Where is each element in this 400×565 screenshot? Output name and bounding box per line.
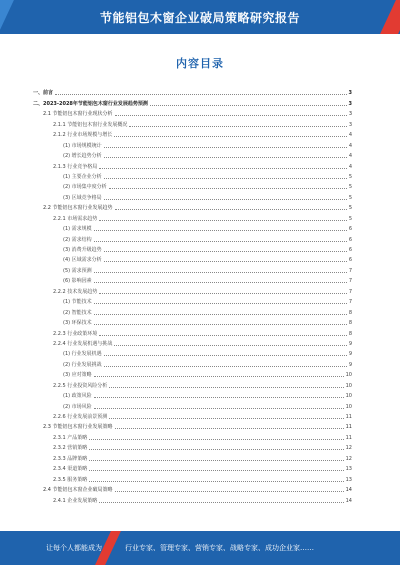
- toc-entry-label: (3) 消费升级趋势: [63, 247, 102, 253]
- toc-leader-dots: [114, 345, 346, 346]
- toc-entry-page: 10: [345, 393, 352, 400]
- toc-entry[interactable]: [33, 399, 352, 409]
- toc-entry-page: 3: [348, 121, 352, 128]
- toc-entry-page: 4: [348, 163, 352, 170]
- toc-entry[interactable]: [33, 462, 352, 472]
- toc-entry-page: 13: [345, 476, 352, 483]
- toc-leader-dots: [55, 94, 347, 95]
- toc-leader-dots: [94, 376, 344, 377]
- toc-entry-page: 6: [348, 257, 352, 264]
- toc-entry-page: 7: [348, 267, 352, 274]
- toc-entry-label: (4) 区域需求分析: [63, 257, 102, 264]
- toc-entry-label: (5) 需求预测: [63, 267, 92, 274]
- toc-entry[interactable]: [33, 295, 352, 305]
- toc-entry-page: 14: [345, 497, 352, 504]
- toc-entry[interactable]: [33, 190, 352, 200]
- toc-entry-page: 3: [348, 111, 352, 118]
- toc-entry-page: 3: [348, 100, 352, 107]
- toc-entry[interactable]: [33, 96, 352, 106]
- toc-entry-page: 7: [348, 299, 352, 306]
- toc-leader-dots: [104, 366, 347, 367]
- toc-leader-dots: [89, 449, 343, 450]
- toc-entry-page: 10: [345, 382, 352, 389]
- toc-entry[interactable]: [33, 368, 352, 378]
- toc-leader-dots: [99, 502, 343, 503]
- toc-entry[interactable]: [33, 263, 352, 273]
- toc-entry-label: 2.2.3 行业政策环境: [53, 330, 98, 337]
- toc-entry[interactable]: [33, 149, 352, 159]
- toc-entry-label: (3) 环保技术: [63, 320, 92, 327]
- toc-leader-dots: [115, 491, 344, 492]
- page-header: [0, 0, 400, 34]
- toc-entry[interactable]: [33, 201, 352, 211]
- toc-entry[interactable]: [33, 86, 352, 96]
- toc-entry-label: (6) 影响因素: [63, 278, 92, 285]
- toc-leader-dots: [94, 397, 344, 398]
- toc-entry-label: 一、前言: [33, 90, 54, 97]
- toc-leader-dots: [89, 470, 343, 471]
- toc-entry-page: 9: [348, 340, 352, 347]
- toc-entry-label: 2.4.1 企业发展策略: [53, 497, 98, 504]
- toc-entry[interactable]: [33, 347, 352, 357]
- toc-entry-label: (1) 主要企业分析: [63, 173, 102, 180]
- toc-entry-page: 12: [345, 455, 352, 462]
- toc-entry[interactable]: [33, 107, 352, 117]
- page-footer: [0, 531, 400, 565]
- toc-entry-label: 2.2.2 技术发展趋势: [53, 288, 98, 295]
- toc-entry-page: 9: [348, 351, 352, 358]
- toc-entry[interactable]: [33, 305, 352, 315]
- toc-entry[interactable]: [33, 211, 352, 221]
- toc-entry[interactable]: [33, 410, 352, 420]
- toc-entry-page: 5: [348, 173, 352, 180]
- toc-leader-dots: [99, 293, 347, 294]
- toc-leader-dots: [94, 272, 347, 273]
- toc-entry-page: 14: [345, 487, 352, 494]
- toc-entry-label: 2.3.2 营销策略: [53, 445, 88, 452]
- toc-entry-label: 2.3.4 渠道策略: [53, 466, 88, 473]
- toc-entry-label: 二、2023-2028年节能铝包木窗行业发展趋势预测: [33, 100, 148, 107]
- toc-leader-dots: [114, 136, 346, 137]
- toc-leader-dots: [94, 314, 347, 315]
- toc-leader-dots: [94, 241, 347, 242]
- toc-entry-label: (2) 市场集中度分析: [63, 184, 107, 191]
- toc-entry-page: 6: [348, 226, 352, 233]
- toc-entry[interactable]: [33, 451, 352, 461]
- toc-entry-label: (1) 政策风险: [63, 393, 92, 400]
- toc-leader-dots: [94, 303, 347, 304]
- toc-leader-dots: [94, 230, 347, 231]
- report-title: 节能铝包木窗企业破局策略研究报告: [99, 11, 300, 25]
- toc-leader-dots: [150, 105, 347, 106]
- toc-leader-dots: [89, 439, 343, 440]
- toc-entry-label: (2) 需求结构: [63, 236, 92, 243]
- toc-entry-label: 2.2.5 行业投资风险分析: [53, 382, 108, 389]
- toc-entry[interactable]: [33, 326, 352, 336]
- toc-entry[interactable]: [33, 180, 352, 190]
- toc-leader-dots: [99, 220, 347, 221]
- toc-entry-label: (2) 行业发展挑战: [63, 361, 102, 368]
- toc-entry-label: 2.4 节能铝包木窗企业破局策略: [43, 487, 113, 494]
- toc-leader-dots: [115, 428, 344, 429]
- toc-entry-page: 4: [348, 153, 352, 160]
- toc-entry-page: 11: [345, 424, 352, 431]
- toc-entry-label: 2.2.4 行业发展机遇与挑战: [53, 340, 113, 347]
- toc-leader-dots: [94, 324, 347, 325]
- toc-leader-dots: [104, 355, 347, 356]
- toc-entry-page: 10: [345, 372, 352, 379]
- toc-entry-label: (2) 增长趋势分析: [63, 153, 102, 160]
- footer-slogan-right: 行业专家、管理专家、营销专家、战略专家、成功企业家……: [125, 544, 314, 552]
- toc-entry-label: 2.3.3 品牌策略: [53, 455, 88, 462]
- toc-entry-page: 6: [348, 247, 352, 253]
- toc-entry-page: 12: [345, 445, 352, 452]
- toc-entry-label: 2.3.5 服务策略: [53, 476, 88, 483]
- toc-entry[interactable]: [33, 128, 352, 138]
- toc-entry[interactable]: [33, 441, 352, 451]
- toc-entry-page: 5: [348, 184, 352, 191]
- toc-entry-page: 5: [348, 215, 352, 222]
- toc-entry[interactable]: [33, 253, 352, 263]
- toc-entry-label: (3) 应对策略: [63, 372, 92, 379]
- toc-entry[interactable]: [33, 483, 352, 493]
- toc-entry-page: 13: [345, 466, 352, 473]
- toc-leader-dots: [115, 115, 347, 116]
- toc-entry[interactable]: [33, 357, 352, 367]
- toc-leader-dots: [94, 282, 347, 283]
- toc-leader-dots: [104, 147, 347, 148]
- toc-entry[interactable]: [33, 316, 352, 326]
- toc-leader-dots: [104, 157, 347, 158]
- toc-entry-label: 2.2.1 市场需求趋势: [53, 215, 98, 222]
- toc-entry-page: 11: [345, 414, 352, 420]
- toc-leader-dots: [89, 460, 343, 461]
- toc-entry[interactable]: [33, 138, 352, 148]
- toc-entry-page: 8: [348, 330, 352, 337]
- toc-leader-dots: [104, 261, 347, 262]
- toc-entry[interactable]: [33, 243, 352, 253]
- toc-leader-dots: [94, 408, 344, 409]
- toc-leader-dots: [129, 126, 346, 127]
- toc-entry-label: 2.1.2 行业市场规模与增长: [53, 132, 113, 139]
- toc-entry[interactable]: [33, 472, 352, 482]
- toc-entry-label: (2) 市场风险: [63, 403, 92, 410]
- footer-slogan-left: 让每个人都能成为: [46, 544, 102, 552]
- toc-entry-label: (2) 智能技术: [63, 309, 92, 316]
- toc-entry-page: 5: [348, 194, 352, 201]
- table-of-contents: [33, 86, 352, 504]
- toc-entry[interactable]: [33, 493, 352, 503]
- toc-entry-page: 8: [348, 320, 352, 327]
- toc-entry-page: 11: [345, 434, 352, 441]
- toc-title: 内容目录: [176, 57, 224, 70]
- toc-entry-label: 2.2 节能铝包木窗行业发展趋势: [43, 205, 113, 212]
- toc-entry-page: 9: [348, 361, 352, 368]
- toc-leader-dots: [104, 178, 347, 179]
- toc-leader-dots: [109, 188, 347, 189]
- toc-entry[interactable]: [33, 159, 352, 169]
- toc-entry-label: 2.1.3 行业竞争格局: [53, 163, 98, 170]
- toc-entry[interactable]: [33, 337, 352, 347]
- toc-entry-page: 6: [348, 236, 352, 243]
- toc-leader-dots: [109, 387, 343, 388]
- toc-leader-dots: [104, 199, 347, 200]
- toc-entry-page: 8: [348, 309, 352, 316]
- toc-entry-label: (1) 市场规模统计: [63, 142, 102, 149]
- toc-entry[interactable]: [33, 274, 352, 284]
- toc-entry[interactable]: [33, 420, 352, 430]
- toc-entry[interactable]: [33, 430, 352, 440]
- toc-entry-page: 5: [348, 205, 352, 212]
- toc-entry-page: 4: [348, 142, 352, 149]
- toc-entry[interactable]: [33, 170, 352, 180]
- toc-entry-label: (1) 节能技术: [63, 299, 92, 306]
- toc-entry[interactable]: [33, 232, 352, 242]
- toc-entry-label: (1) 需求规模: [63, 226, 92, 233]
- toc-entry-page: 7: [348, 278, 352, 285]
- toc-leader-dots: [104, 251, 347, 252]
- toc-leader-dots: [115, 209, 347, 210]
- toc-entry[interactable]: [33, 284, 352, 294]
- toc-entry[interactable]: [33, 117, 352, 127]
- toc-entry-label: (1) 行业发展机遇: [63, 351, 102, 358]
- toc-entry[interactable]: [33, 389, 352, 399]
- toc-entry-label: 2.3.1 产品策略: [53, 434, 88, 441]
- toc-entry-page: 7: [348, 288, 352, 295]
- toc-entry-label: 2.1.1 节能铝包木窗行业发展概况: [53, 121, 128, 128]
- toc-entry-page: 10: [345, 403, 352, 410]
- toc-entry-label: 2.1 节能铝包木窗行业现状分析: [43, 111, 113, 118]
- toc-leader-dots: [99, 335, 347, 336]
- toc-entry-page: 3: [348, 90, 352, 97]
- toc-leader-dots: [99, 168, 347, 169]
- toc-entry-label: (3) 区域竞争格局: [63, 194, 102, 201]
- toc-leader-dots: [109, 418, 343, 419]
- toc-entry-label: 2.3 节能铝包木窗行业发展策略: [43, 424, 113, 431]
- toc-entry-label: 2.2.6 行业发展前景预测: [53, 414, 108, 420]
- toc-entry[interactable]: [33, 222, 352, 232]
- toc-entry-page: 4: [348, 132, 352, 139]
- toc-leader-dots: [89, 481, 343, 482]
- toc-entry[interactable]: [33, 378, 352, 388]
